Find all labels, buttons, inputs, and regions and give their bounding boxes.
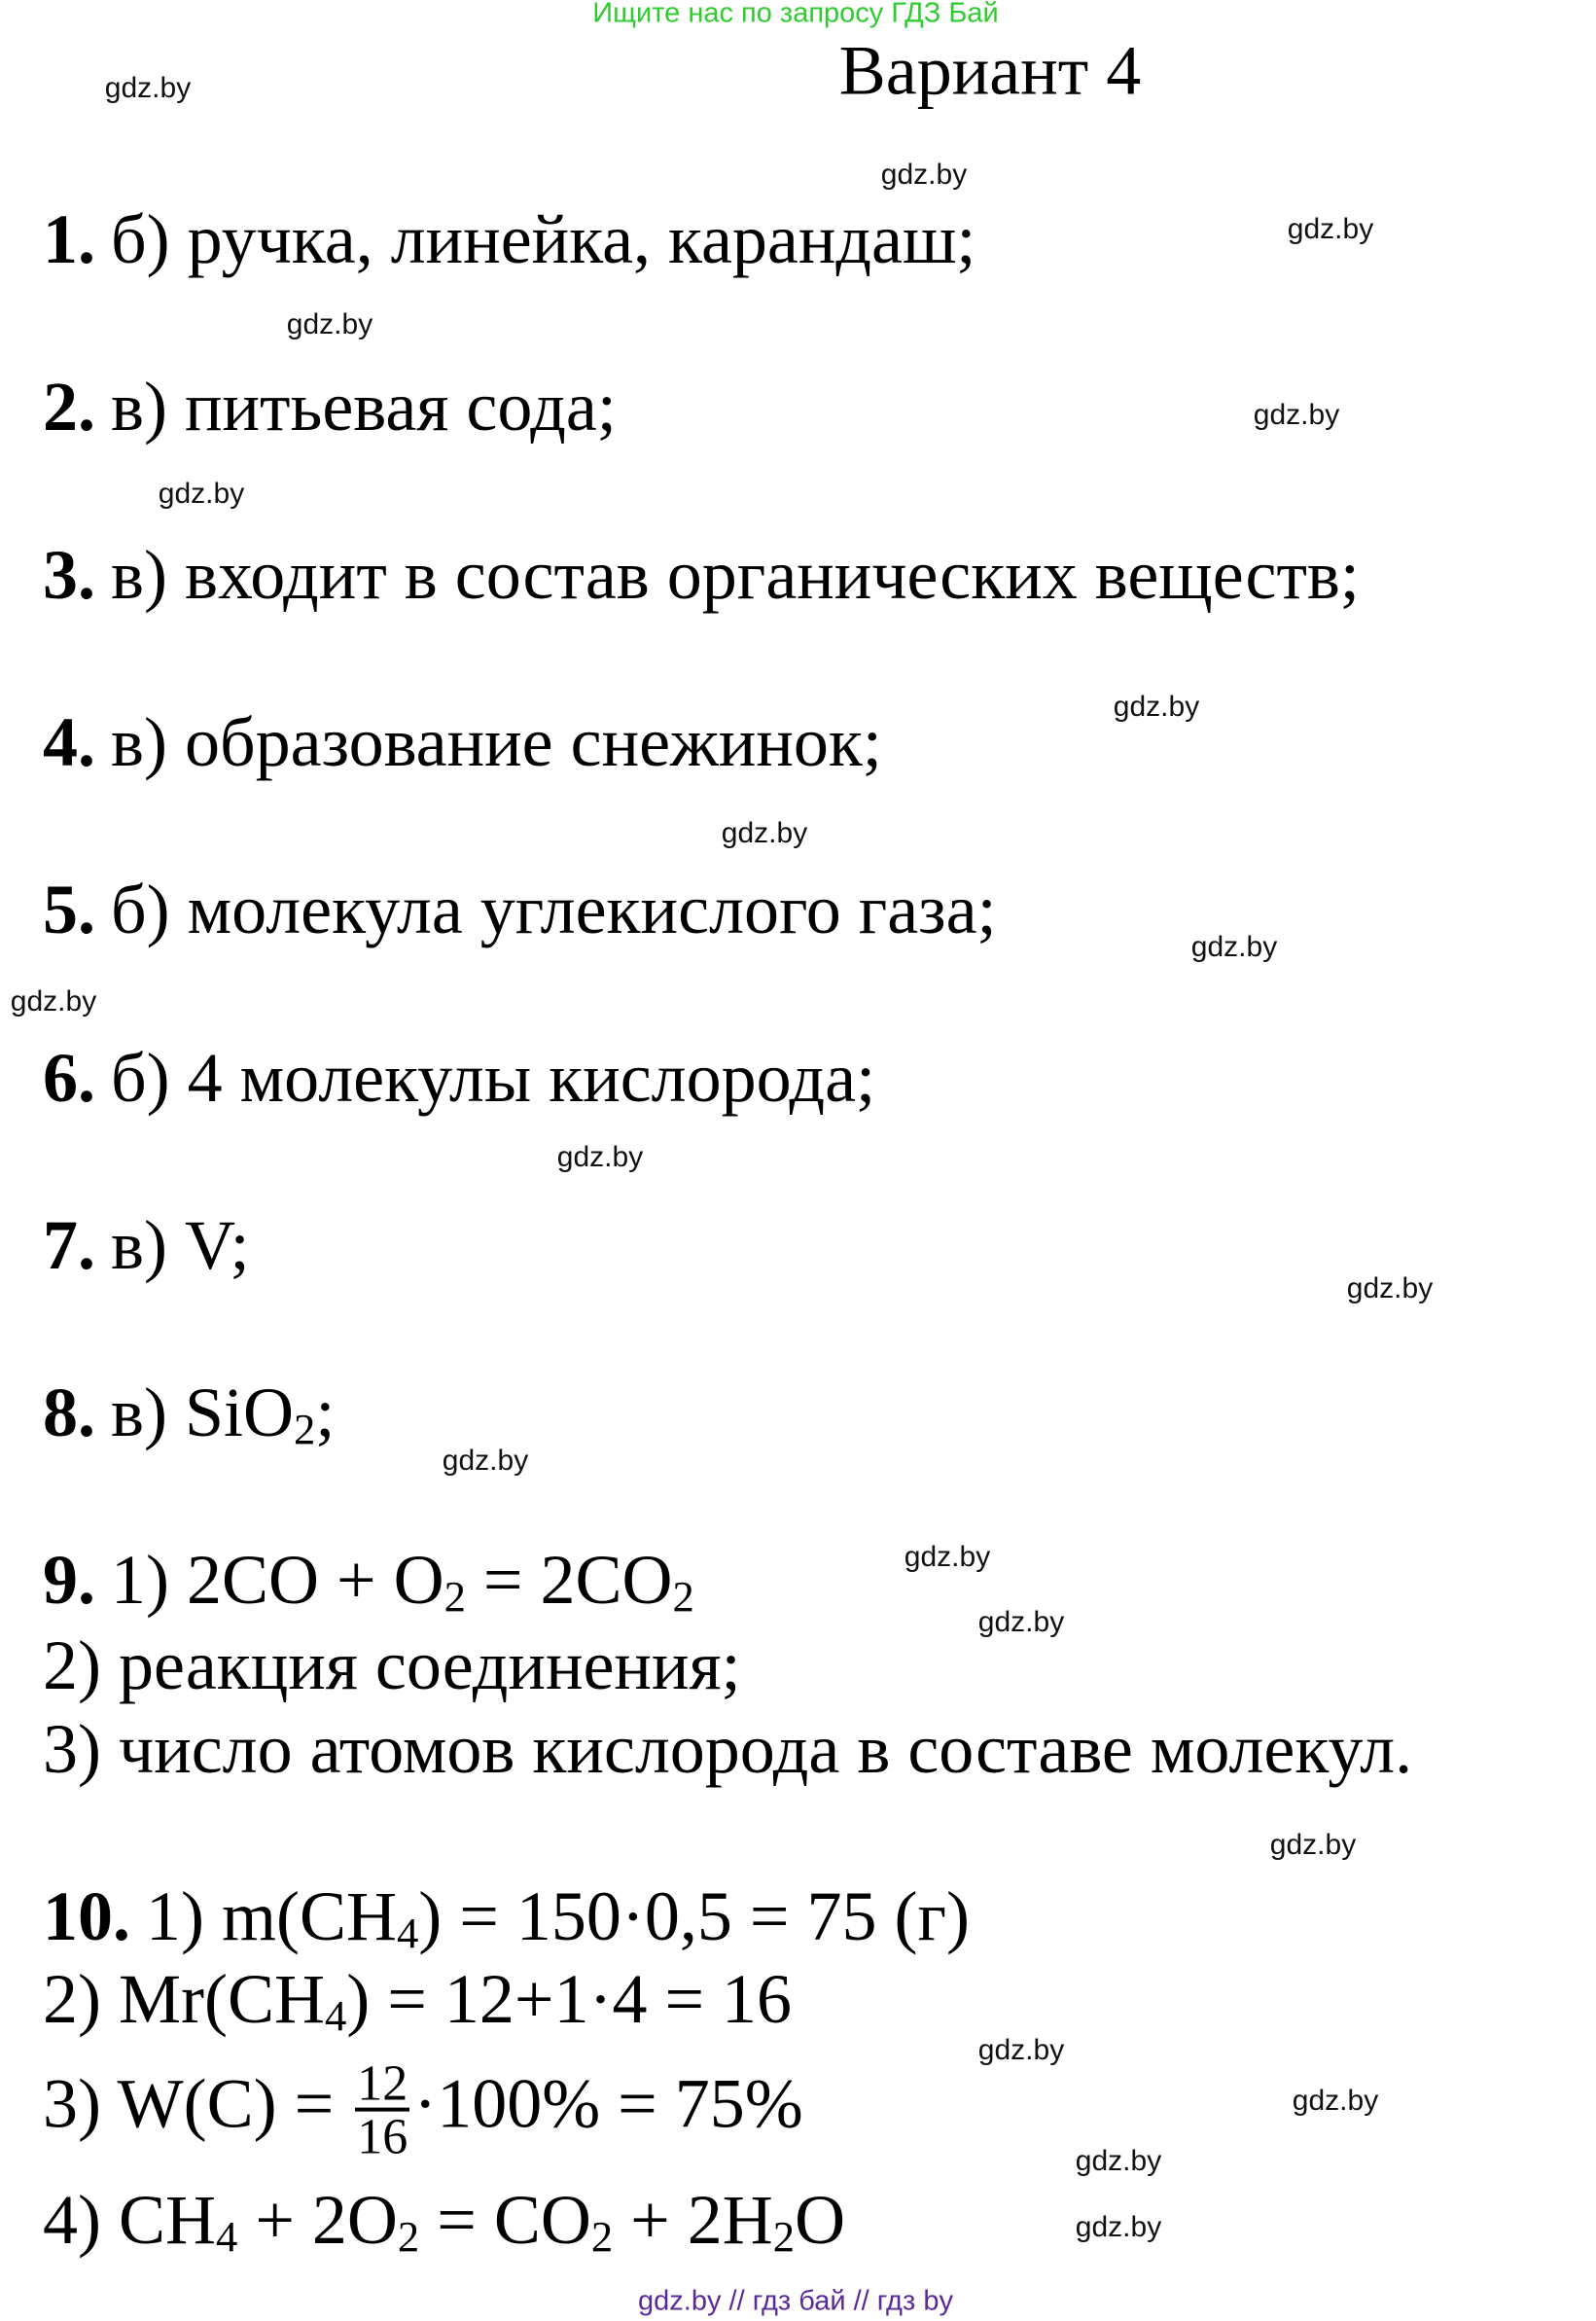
answer-text: 2) реакция соединения; [43,1626,741,1704]
search-banner: Ищите нас по запросу ГДЗ Бай [592,0,999,29]
subscript: 4 [396,1909,419,1958]
answer-line [43,1626,741,1704]
watermark: gdz.by [904,1541,991,1573]
answer-number: 10. [43,1877,130,1955]
answer-text: O [795,2181,846,2259]
answer-line [43,1206,250,1284]
watermark: gdz.by [1346,1272,1434,1304]
subscript: 2 [397,2212,420,2262]
answer-number: 1. [43,200,95,278]
answer-number: 7. [43,1206,95,1284]
watermark: gdz.by [1269,1829,1357,1861]
subscript: 2 [590,2212,614,2262]
answer-text: 3) число атомов кислорода в составе молекул. [43,1710,1413,1788]
answer-line [43,1960,793,2041]
answer-text: б) ручка, линейка, карандаш; [111,200,976,278]
answer-line [43,200,976,278]
watermark: gdz.by [721,817,808,849]
answer-text: ·100% = 75% [413,2064,803,2143]
answer-text: 2) Mr(CH [43,1960,325,2038]
answer-text: ) = 12+1·4 = 16 [346,1960,793,2038]
answer-text: в) образование снежинок; [111,703,882,781]
fraction [355,2055,409,2165]
watermark: gdz.by [442,1445,529,1477]
subscript: 2 [672,1572,694,1622]
footer-links: gdz.by // гдз бай // гдз by [638,2285,953,2317]
answer-number: 8. [43,1374,95,1451]
answer-line [43,1877,970,1958]
answer-line [43,368,617,446]
answer-line [43,1039,876,1117]
answer-line [43,1374,336,1454]
answer-number: 6. [43,1039,95,1117]
answer-number: 3. [43,536,95,614]
answer-text: в) питьевая сода; [111,368,617,446]
watermark: gdz.by [556,1141,644,1173]
answer-text: ) = 150·0,5 = 75 (г) [418,1877,970,1955]
watermark: gdz.by [286,308,373,340]
answer-line [43,703,882,781]
subscript: 4 [324,1991,347,2041]
answer-text: б) молекула углекислого газа; [111,871,997,948]
subscript: 2 [772,2212,796,2262]
answer-text: = CO [419,2181,591,2259]
answer-number: 4. [43,703,95,781]
subscript: 4 [216,2212,238,2262]
watermark: gdz.by [1292,2085,1379,2117]
answer-line [43,871,997,948]
answer-line [43,2181,846,2262]
watermark: gdz.by [1113,691,1200,723]
page-title: Вариант 4 [838,31,1142,110]
watermark: gdz.by [1075,2211,1162,2243]
watermark: gdz.by [158,478,245,510]
answer-text: в) SiO [111,1374,295,1451]
watermark: gdz.by [1287,213,1374,245]
subscript: 2 [443,1572,466,1622]
answer-number: 5. [43,871,95,948]
answer-number: 9. [43,1541,95,1619]
answer-text: в) V; [111,1206,250,1284]
answer-text: 1) m(CH [146,1877,397,1955]
answer-line [43,1710,1413,1788]
numerator: 12 [357,2055,408,2112]
watermark: gdz.by [1075,2145,1162,2177]
answer-text: 4) CH [43,2181,216,2259]
answer-text: + 2O [237,2181,398,2259]
watermark: gdz.by [880,159,968,191]
answer-text: + 2H [613,2181,773,2259]
answer-text: ; [315,1374,336,1451]
watermark: gdz.by [977,1606,1065,1638]
watermark: gdz.by [10,985,97,1018]
subscript: 2 [294,1405,316,1454]
watermark: gdz.by [977,2034,1065,2066]
denominator: 16 [357,2110,408,2165]
answer-text: в) входит в состав органических веществ; [111,536,1360,614]
answer-text: б) 4 молекулы кислорода; [111,1039,876,1117]
answer-line [43,536,1360,614]
watermark: gdz.by [104,72,192,104]
answer-text: 3) W(C) = [43,2064,352,2143]
answer-text: 1) 2CO + O [111,1541,444,1619]
answer-line [43,2055,803,2165]
watermark: gdz.by [1253,399,1340,431]
answer-line [43,1541,694,1622]
answer-text: = 2CO [465,1541,673,1619]
watermark: gdz.by [1190,931,1278,963]
answer-number: 2. [43,368,95,446]
